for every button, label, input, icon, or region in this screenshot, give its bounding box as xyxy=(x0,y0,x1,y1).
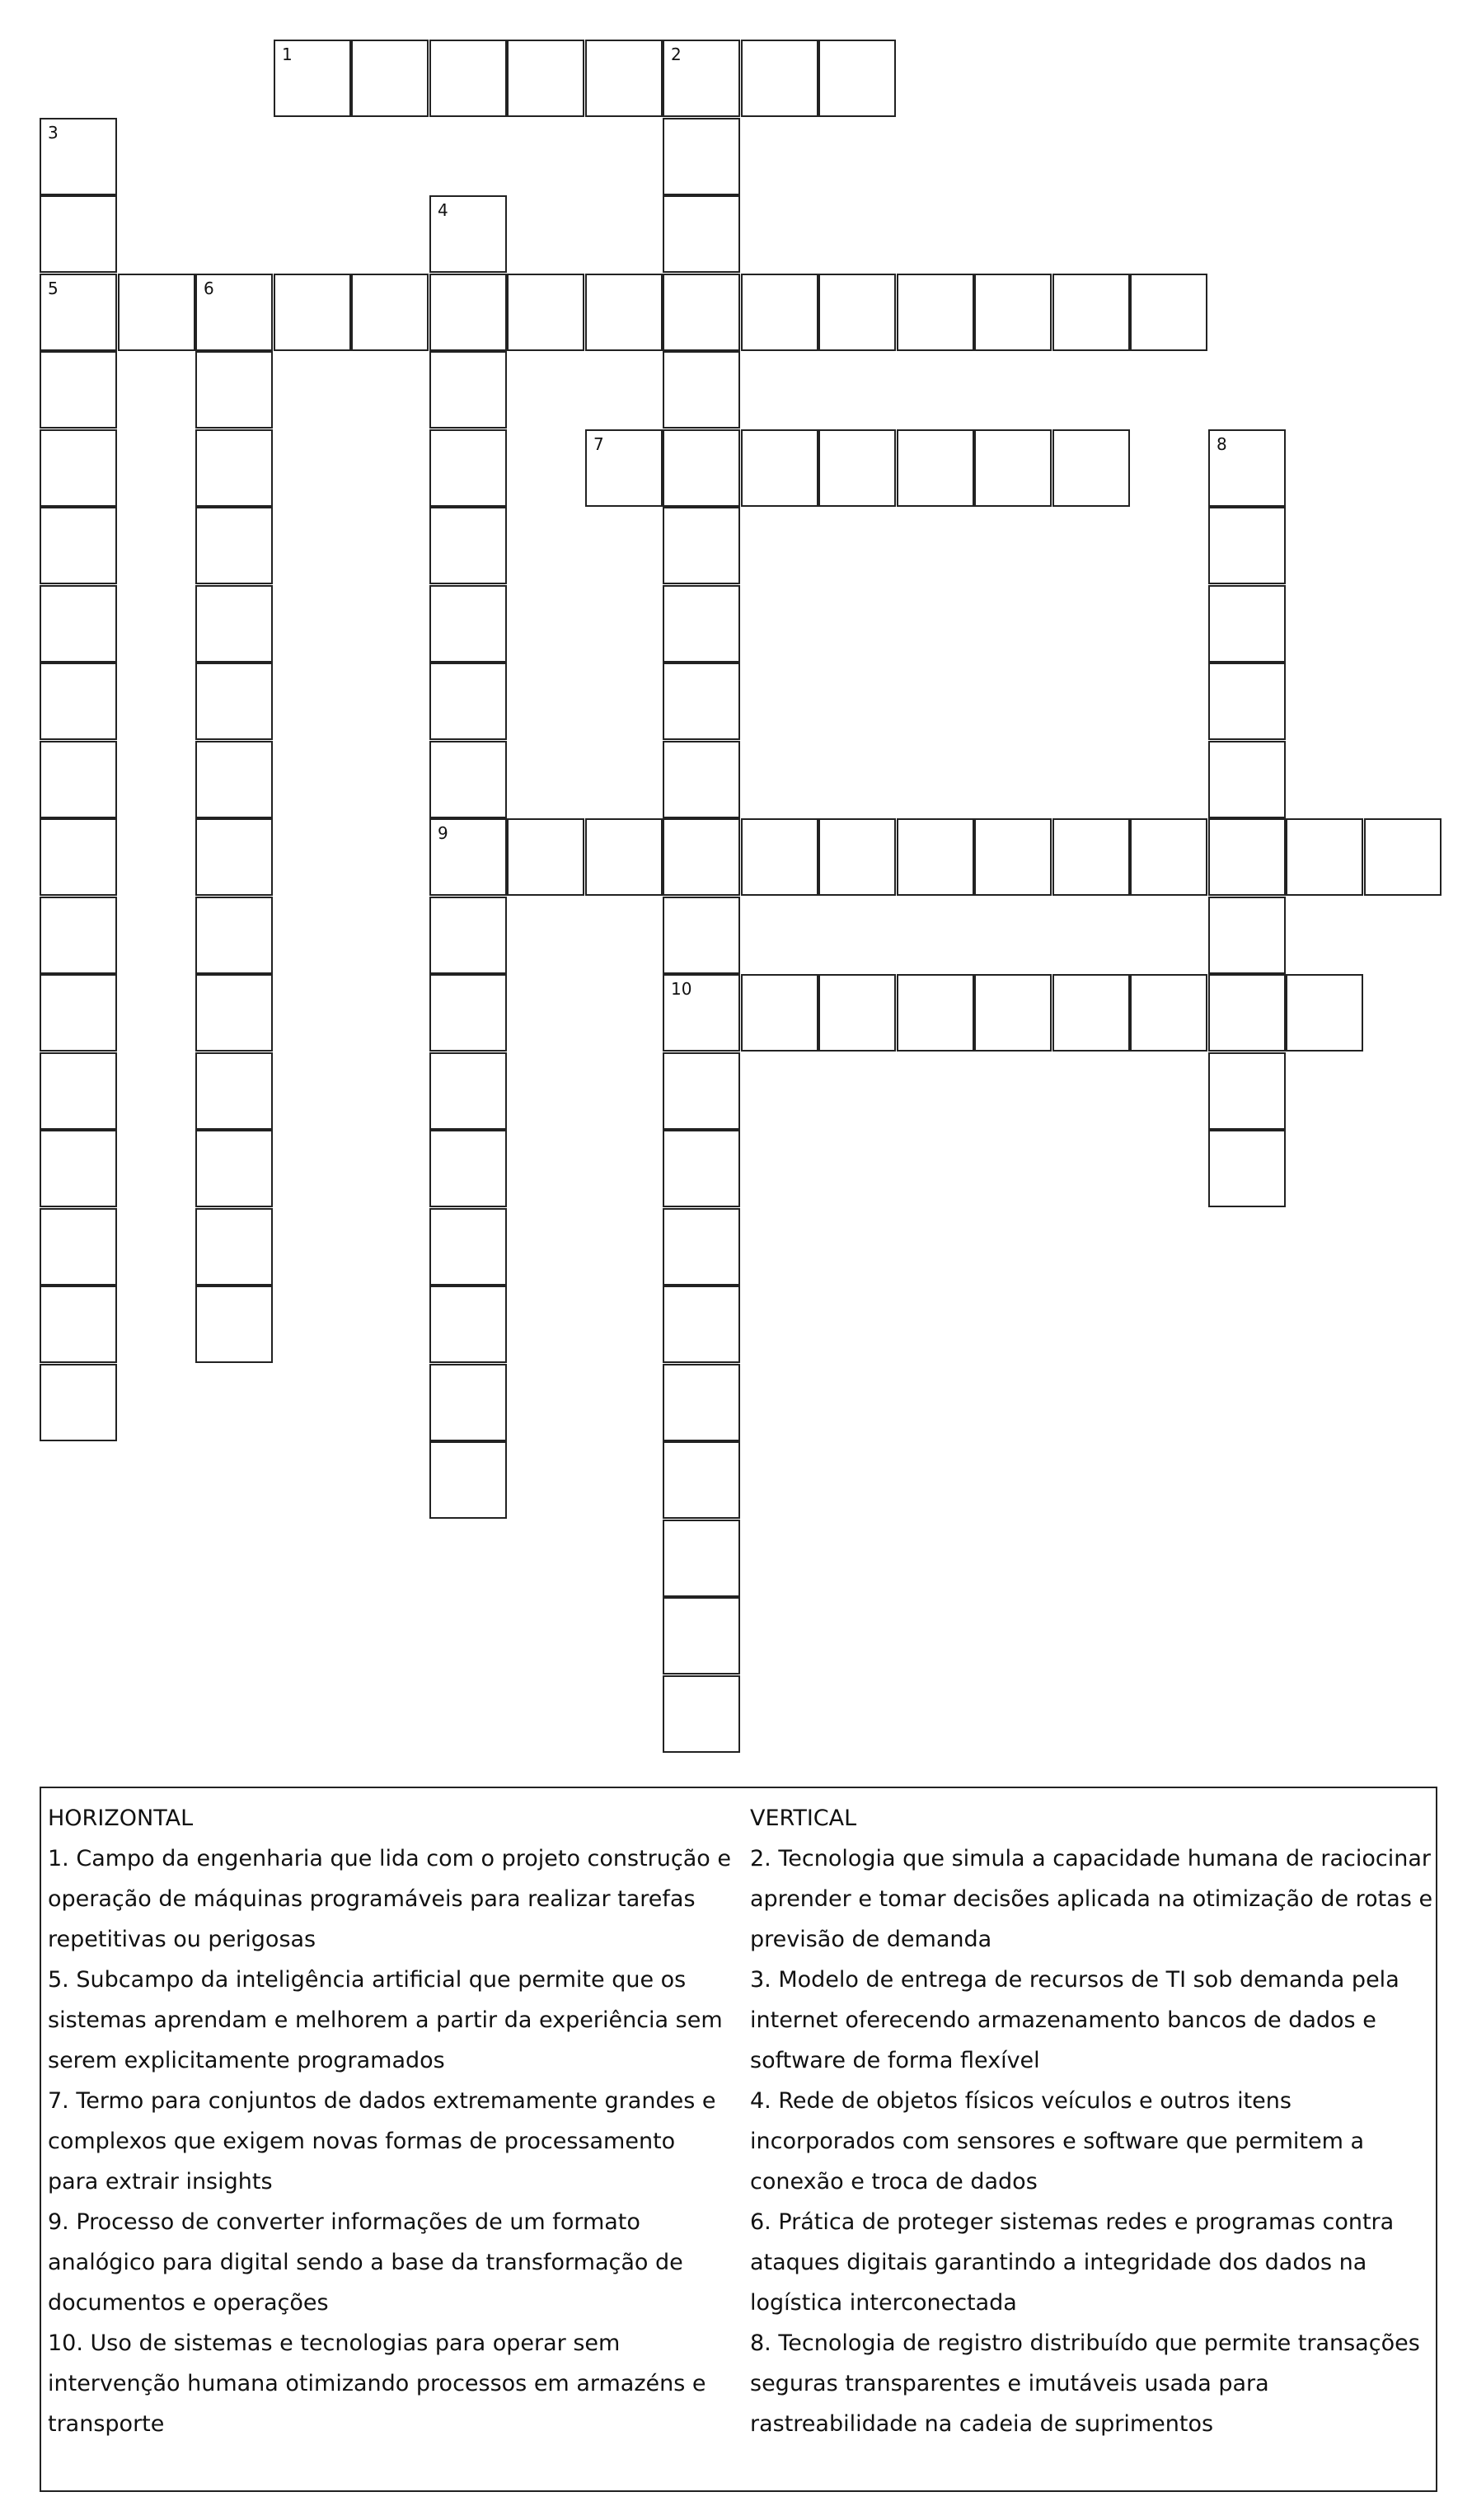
clue-number: 7 xyxy=(593,434,604,454)
grid-cell[interactable] xyxy=(663,1675,740,1753)
grid-cell[interactable] xyxy=(897,274,974,351)
grid-cell[interactable] xyxy=(429,897,507,974)
clue-number: 3 xyxy=(48,123,59,143)
grid-cell[interactable] xyxy=(118,274,195,351)
across-clues-column xyxy=(48,1798,732,2444)
down-clue-4: 4. Rede de objetos físicos veículos e outros itens incorporados com sensores e software que permitem a conexão e troca de dados xyxy=(750,2088,1365,2194)
grid-cell[interactable] xyxy=(663,195,740,273)
clues-box xyxy=(40,1787,1437,2492)
grid-cell[interactable] xyxy=(663,585,740,663)
grid-cell[interactable] xyxy=(40,351,117,429)
grid-cell[interactable] xyxy=(351,274,429,351)
grid-cell[interactable] xyxy=(429,507,507,584)
across-clue-7: 7. Termo para conjuntos de dados extremamente grandes e complexos que exigem novas formas de processamento para extrair insights xyxy=(48,2088,716,2194)
grid-cell[interactable] xyxy=(1130,274,1207,351)
clue-number: 6 xyxy=(204,279,214,298)
grid-cell[interactable] xyxy=(40,1364,117,1441)
grid-cell[interactable] xyxy=(40,195,117,273)
grid-cell[interactable] xyxy=(429,40,507,117)
grid-cell[interactable] xyxy=(741,429,818,507)
grid-cell[interactable] xyxy=(663,1597,740,1675)
grid-cell[interactable] xyxy=(429,585,507,663)
grid-cell[interactable] xyxy=(1208,974,1286,1052)
grid-cell[interactable] xyxy=(663,741,740,818)
grid-cell[interactable] xyxy=(1208,1052,1286,1130)
across-clue-10: 10. Uso de sistemas e tecnologias para operar sem intervenção humana otimizando processos em armazéns e transporte xyxy=(48,2330,706,2437)
grid-cell[interactable] xyxy=(195,274,273,351)
grid-cell[interactable] xyxy=(1208,1130,1286,1207)
grid-cell[interactable] xyxy=(195,351,273,429)
grid-cell[interactable] xyxy=(974,818,1052,896)
grid-cell[interactable] xyxy=(429,974,507,1052)
clue-number: 9 xyxy=(438,823,448,843)
grid-cell[interactable] xyxy=(663,118,740,195)
grid-cell[interactable] xyxy=(429,1441,507,1519)
clue-number: 4 xyxy=(438,200,448,220)
grid-cell[interactable] xyxy=(663,974,740,1052)
grid-cell[interactable] xyxy=(40,507,117,584)
grid-cell[interactable] xyxy=(195,897,273,974)
grid-cell[interactable] xyxy=(40,429,117,507)
grid-cell[interactable] xyxy=(429,741,507,818)
grid-cell[interactable] xyxy=(195,585,273,663)
grid-cell[interactable] xyxy=(585,818,663,896)
grid-cell[interactable] xyxy=(663,507,740,584)
grid-cell[interactable] xyxy=(663,351,740,429)
grid-cell[interactable] xyxy=(974,429,1052,507)
grid-cell[interactable] xyxy=(741,274,818,351)
grid-cell[interactable] xyxy=(1286,818,1363,896)
grid-cell[interactable] xyxy=(585,429,663,507)
grid-cell[interactable] xyxy=(741,40,818,117)
grid-cell[interactable] xyxy=(429,1208,507,1286)
grid-cell[interactable] xyxy=(1208,741,1286,818)
grid-cell[interactable] xyxy=(1208,507,1286,584)
grid-cell[interactable] xyxy=(429,1364,507,1441)
grid-cell[interactable] xyxy=(818,429,896,507)
grid-cell[interactable] xyxy=(1208,429,1286,507)
grid-cell[interactable] xyxy=(429,818,507,896)
grid-cell[interactable] xyxy=(663,1520,740,1597)
grid-cell[interactable] xyxy=(40,741,117,818)
down-clue-8: 8. Tecnologia de registro distribuído que permite transações seguras transparentes e imutáveis usada para rastreabilidade na cadeia de suprimentos xyxy=(750,2330,1420,2437)
grid-cell[interactable] xyxy=(429,1286,507,1363)
grid-cell[interactable] xyxy=(40,1208,117,1286)
grid-cell[interactable] xyxy=(974,974,1052,1052)
grid-cell[interactable] xyxy=(1130,974,1207,1052)
grid-cell[interactable] xyxy=(663,429,740,507)
across-heading: HORIZONTAL xyxy=(48,1806,194,1831)
grid-cell[interactable] xyxy=(663,1208,740,1286)
grid-cell[interactable] xyxy=(195,1052,273,1130)
grid-cell[interactable] xyxy=(1052,274,1130,351)
grid-cell[interactable] xyxy=(663,40,740,117)
grid-cell[interactable] xyxy=(663,1130,740,1207)
grid-cell[interactable] xyxy=(663,818,740,896)
grid-cell[interactable] xyxy=(429,663,507,740)
grid-cell[interactable] xyxy=(1208,818,1286,896)
grid-cell[interactable] xyxy=(663,1052,740,1130)
grid-cell[interactable] xyxy=(1052,429,1130,507)
grid-cell[interactable] xyxy=(974,274,1052,351)
grid-cell[interactable] xyxy=(818,974,896,1052)
grid-cell[interactable] xyxy=(663,1364,740,1441)
grid-cell[interactable] xyxy=(40,897,117,974)
grid-cell[interactable] xyxy=(351,40,429,117)
clue-number: 2 xyxy=(671,44,682,64)
grid-cell[interactable] xyxy=(818,274,896,351)
grid-cell[interactable] xyxy=(195,507,273,584)
grid-cell[interactable] xyxy=(40,663,117,740)
grid-cell[interactable] xyxy=(897,974,974,1052)
grid-cell[interactable] xyxy=(1130,818,1207,896)
grid-cell[interactable] xyxy=(429,1052,507,1130)
grid-cell[interactable] xyxy=(40,1130,117,1207)
grid-cell[interactable] xyxy=(40,818,117,896)
grid-cell[interactable] xyxy=(195,974,273,1052)
grid-cell[interactable] xyxy=(195,818,273,896)
grid-cell[interactable] xyxy=(40,1286,117,1363)
clue-number: 1 xyxy=(282,44,293,64)
grid-cell[interactable] xyxy=(429,274,507,351)
grid-cell[interactable] xyxy=(40,1052,117,1130)
across-clue-1: 1. Campo da engenharia que lida com o projeto construção e operação de máquinas programáveis para realizar tarefas repetitivas ou perigosas xyxy=(48,1846,731,1952)
grid-cell[interactable] xyxy=(195,429,273,507)
grid-cell[interactable] xyxy=(897,818,974,896)
down-heading: VERTICAL xyxy=(750,1806,857,1831)
grid-cell[interactable] xyxy=(195,663,273,740)
grid-cell[interactable] xyxy=(429,351,507,429)
grid-cell[interactable] xyxy=(818,818,896,896)
grid-cell[interactable] xyxy=(40,974,117,1052)
grid-cell[interactable] xyxy=(507,818,584,896)
grid-cell[interactable] xyxy=(40,118,117,195)
grid-cell[interactable] xyxy=(40,585,117,663)
grid-cell[interactable] xyxy=(195,741,273,818)
across-clue-9: 9. Processo de converter informações de um formato analógico para digital sendo a base da transformação de documentos e operações xyxy=(48,2209,683,2316)
grid-cell[interactable] xyxy=(429,1130,507,1207)
grid-cell[interactable] xyxy=(585,40,663,117)
grid-cell[interactable] xyxy=(1052,818,1130,896)
grid-cell[interactable] xyxy=(1208,663,1286,740)
grid-cell[interactable] xyxy=(1208,897,1286,974)
grid-cell[interactable] xyxy=(663,1286,740,1363)
grid-cell[interactable] xyxy=(663,897,740,974)
grid-cell[interactable] xyxy=(1052,974,1130,1052)
grid-cell[interactable] xyxy=(429,195,507,273)
grid-cell[interactable] xyxy=(274,40,351,117)
grid-cell[interactable] xyxy=(195,1130,273,1207)
down-clues-column xyxy=(750,1798,1434,2444)
grid-cell[interactable] xyxy=(40,274,117,351)
grid-cell[interactable] xyxy=(585,274,663,351)
grid-cell[interactable] xyxy=(1364,818,1442,896)
grid-cell[interactable] xyxy=(741,818,818,896)
down-clue-2: 2. Tecnologia que simula a capacidade humana de raciocinar aprender e tomar decisões aplicada na otimização de rotas e previsão de demanda xyxy=(750,1846,1433,1952)
grid-cell[interactable] xyxy=(1286,974,1363,1052)
grid-cell[interactable] xyxy=(195,1286,273,1363)
down-clue-3: 3. Modelo de entrega de recursos de TI sob demanda pela internet oferecendo armazenamento bancos de dados e software de forma flexível xyxy=(750,1967,1399,2073)
grid-cell[interactable] xyxy=(429,429,507,507)
grid-cell[interactable] xyxy=(663,1441,740,1519)
down-clue-6: 6. Prática de proteger sistemas redes e programas contra ataques digitais garantindo a integridade dos dados na logística interconectada xyxy=(750,2209,1395,2316)
across-clue-5: 5. Subcampo da inteligência artificial que permite que os sistemas aprendam e melhorem a partir da experiência sem serem explicitamente programados xyxy=(48,1967,723,2073)
clue-number: 10 xyxy=(671,979,692,999)
grid-cell[interactable] xyxy=(663,663,740,740)
grid-cell[interactable] xyxy=(897,429,974,507)
grid-cell[interactable] xyxy=(663,274,740,351)
clue-number: 8 xyxy=(1217,434,1227,454)
grid-cell[interactable] xyxy=(741,974,818,1052)
grid-cell[interactable] xyxy=(818,40,896,117)
grid-cell[interactable] xyxy=(274,274,351,351)
grid-cell[interactable] xyxy=(507,40,584,117)
clue-number: 5 xyxy=(48,279,59,298)
grid-cell[interactable] xyxy=(1208,585,1286,663)
grid-cell[interactable] xyxy=(507,274,584,351)
grid-cell[interactable] xyxy=(195,1208,273,1286)
